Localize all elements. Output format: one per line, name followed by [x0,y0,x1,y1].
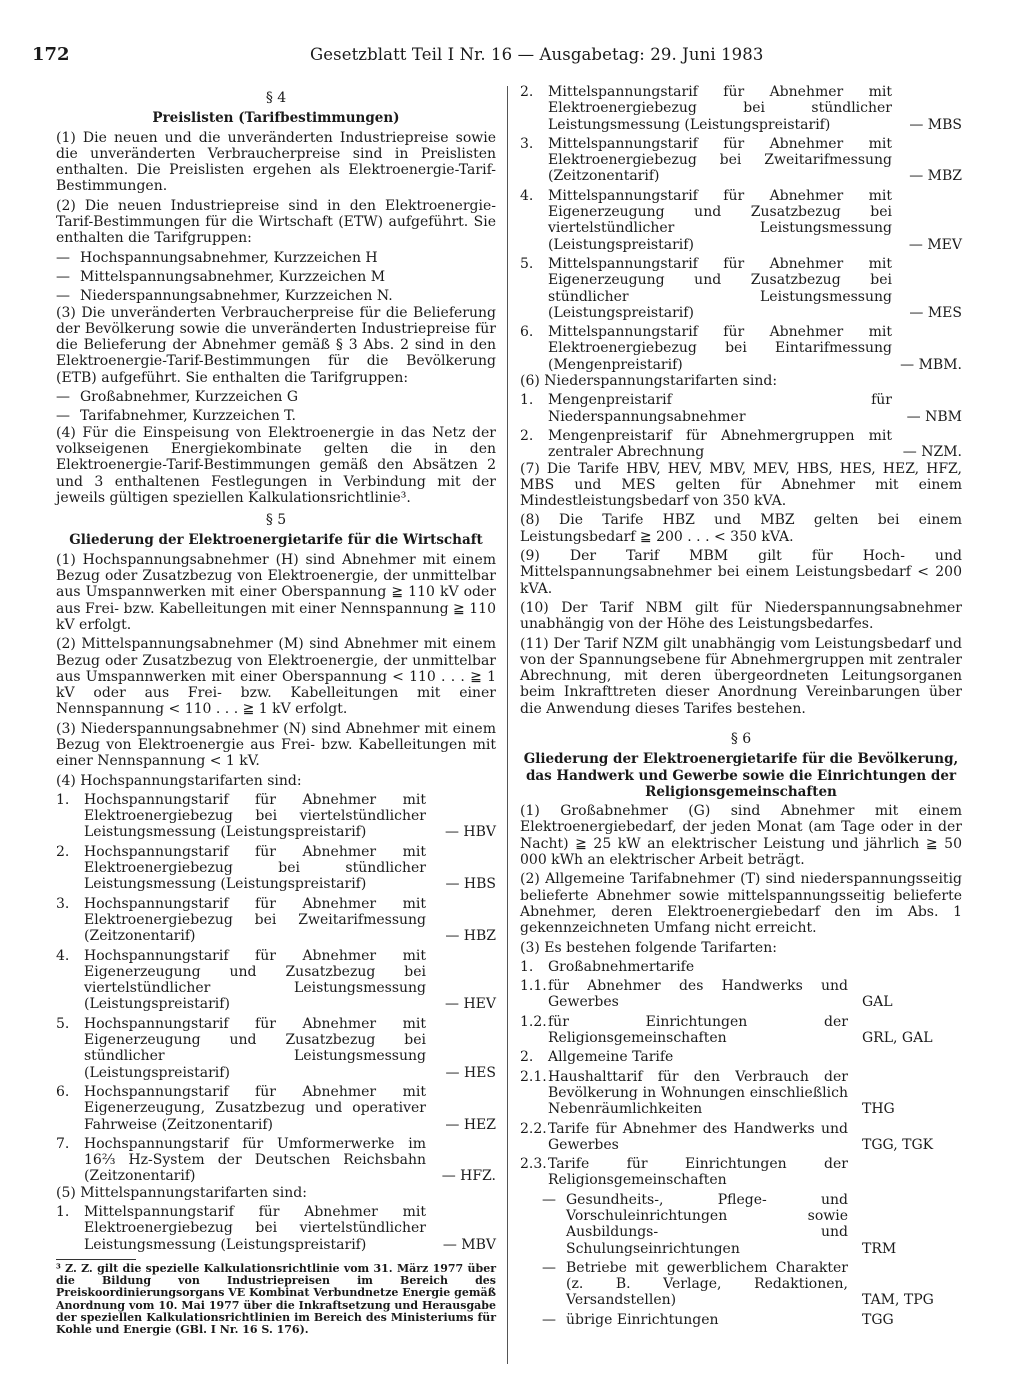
list-item-text: Tarifabnehmer, Kurzzeichen T. [80,408,296,425]
list-item-text: Großabnehmer, Kurzzeichen G [80,389,299,406]
ms-tariff-list [520,84,962,373]
tariff-code: — MBM. [900,356,962,373]
left-column [56,84,496,1337]
tariff-type-item: 2. Allgemeine Tarife [520,1049,674,1066]
tariff-type-item: 1.1. für Abnehmer des Handwerks und Gewerbes GAL [520,978,962,1011]
list-item: — Mittelspannungsabnehmer, Kurzzeichen M [56,269,496,285]
tariff-item: 4. Mittelspannungstarif für Abnehmer mit Eigenerzeugung und Zusatzbezug bei viertelstündlicher Leistungsmessung (Leistungspreistarif) — MEV [520,187,962,253]
paragraph: (1) Hochspannungsabnehmer (H) sind Abnehmer mit einem Bezug oder Zusatzbezug von Elektroenergie, der unmittelbar aus Umspannwerken mit einer Oberspannung ≧ 110 kV oder aus Frei- bzw. Kabelleitungen mit einer Nennspannung ≧ 110 kV erfolgt. [56,551,496,633]
paragraph: (2) Allgemeine Tarifabnehmer (T) sind niederspannungsseitig belieferte Abnehmer sowie mittelspannungsseitig belieferte Abnehmer, deren Elektroenergiebedarf den im Abs. 1 gekennzeichneten Umfang nicht erreicht. [520,871,962,937]
tariff-code: — HFZ. [441,1168,496,1185]
paragraph: (7) Die Tarife HBV, HEV, MBV, MEV, HBS, HES, HEZ, HFZ, MBS und MES gelten für Abnehmer mit einem Mindestleistungsbedarf von 350 kVA. [520,460,962,510]
paragraph: (3) Die unveränderten Verbraucherpreise für die Belieferung der Bevölkerung sowie die unveränderten Industriepreise für die Belieferung der Abnehmer gemäß § 3 Abs. 2 sind in den Elektroenergie-Tarif-Bestimmungen für die Bevölkerung (ETB) aufgeführt. Sie enthalten die Tarifgruppen: [56,304,496,386]
tariff-item: 2. Mengenpreistarif für Abnehmergruppen mit zentraler Abrechnung — NZM. [520,427,962,461]
paragraph: (4) Hochspannungstarifarten sind: [56,772,302,789]
tariff-code: TGG [862,1311,894,1328]
tariff-item: 3. Mittelspannungstarif für Abnehmer mit Elektroenergiebezug bei Zweitarifmessung (Zeitzonentarif) — MBZ [520,135,962,185]
section-heading: § 4 [265,90,287,106]
tariff-item: 7. Hochspannungstarif für Umformerwerke im 16⅔ Hz-System der Deutschen Reichsbahn (Zeitzonentarif) — HFZ. [56,1135,496,1185]
list-item-text: Hochspannungsabnehmer, Kurzzeichen H [80,249,378,266]
tariff-code: — HBV [444,824,496,841]
paragraph: (9) Der Tarif MBM gilt für Hoch- und Mittelspannungsabnehmer bei einem Leistungsbedarf < 200 kVA. [520,548,962,597]
paragraph: (4) Für die Einspeisung von Elektroenergie in das Netz der volkseigenen Energiekombinate gelten die in den Elektroenergie-Tarif-Bestimmungen gemäß den Absätzen 2 und 3 enthaltenen Festlegungen in Verbindung mit der jeweils gültigen speziellen Kalkulationsrichtlinie³. [56,424,496,506]
paragraph: (3) Niederspannungsabnehmer (N) sind Abnehmer mit einem Bezug von Elektroenergie aus Frei- bzw. Kabelleitungen mit einer Nennspannung < 1 kV. [56,720,496,770]
tariff-subitem: — übrige Einrichtungen TGG [520,1312,962,1328]
tariff-code: GAL [862,994,893,1011]
tariff-type-item: 2.2. Tarife für Abnehmer des Handwerks und Gewerbes TGG, TGK [520,1121,962,1154]
tariff-item: 4. Hochspannungstarif für Abnehmer mit Eigenerzeugung und Zusatzbezug bei viertelstündlicher Leistungsmessung (Leistungspreistarif) — HEV [56,947,496,1013]
footnote: ³ Z. Z. gilt die spezielle Kalkulationsrichtlinie vom 31. März 1977 über die Bildung von Industriepreisen im Bereich des Preiskoordinierungsorgans VE Kombinat Verbundnetze Energie gemäß Anordnung vom 10. Mai 1977 über die Inkraftsetzung und Herausgabe der speziellen Kalkulationsrichtlinien im Bereich des Ministeriums für Kohle und Energie (GBl. I Nr. 16 S. 176). [56,1261,496,1337]
tariff-type-item: 1. Großabnehmertarife [520,958,695,975]
tariff-code: THG [862,1101,895,1118]
tariff-code: GRL, GAL [862,1030,933,1047]
paragraph: (11) Der Tarif NZM gilt unabhängig vom Leistungsbedarf und von der Spannungsebene für Abnehmergruppen mit zentraler Abrechnung, mit deren übergeordneten Leitungsorganen beim Inkrafttreten dieser Anordnung Vereinbarungen über die Anwendung dieses Tarifes bestehen. [520,635,962,717]
tariff-code: TRM [862,1240,897,1257]
paragraph: (10) Der Tarif NBM gilt für Niederspannungsabnehmer unabhängig von der Höhe des Leistungsbedarfes. [520,599,962,633]
paragraph: (6) Niederspannungstarifarten sind: [520,373,778,390]
section-title: Gliederung der Elektroenergietarife für die Bevölkerung, das Handwerk und Gewerbe sowie die Einrichtungen der Religionsgemeinschaften [523,751,959,800]
paragraph: (8) Die Tarife HBZ und MBZ gelten bei einem Leistungsbedarf ≧ 200 . . . < 350 kVA. [520,512,962,545]
tariff-code: — MEV [908,236,962,253]
tariff-item: 2. Mittelspannungstarif für Abnehmer mit Elektroenergiebezug bei stündlicher Leistungsmessung (Leistungspreistarif) — MBS [520,84,962,133]
paragraph: (1) Großabnehmer (G) sind Abnehmer mit einem Elektroenergiebedarf, der jeden Monat (am Tage oder in der Nacht) ≧ 25 kW an elektrischer Leistung und jährlich ≧ 50 000 kWh an elektrischer Arbeit beträgt. [520,803,962,869]
tariff-type-item: 1.2. für Einrichtungen der Religionsgemeinschaften GRL, GAL [520,1014,962,1047]
list-item-text: Niederspannungsabnehmer, Kurzzeichen N. [80,288,393,305]
tariff-item: 6. Mittelspannungstarif für Abnehmer mit Elektroenergiebezug bei Eintarifmessung (Mengenpreistarif) — MBM. [520,324,962,373]
tariff-code: TGG, TGK [862,1136,934,1153]
tariff-code: — NZM. [902,444,962,461]
tariff-code: — HES [445,1064,496,1081]
tariff-code: — NBM [906,408,962,425]
tariff-item: 1. Hochspannungstarif für Abnehmer mit Elektroenergiebezug bei viertelstündlicher Leistungsmessung (Leistungspreistarif) — HBV [56,791,496,841]
tariff-item: 3. Hochspannungstarif für Abnehmer mit Elektroenergiebezug bei Zweitarifmessung (Zeitzonentarif) — HBZ [56,895,496,945]
tariff-code: — MBZ [909,168,962,185]
tariff-code: — HBZ [445,928,496,945]
tariff-item: 1. Mittelspannungstarif für Abnehmer mit Elektroenergiebezug bei viertelstündlicher Leistungsmessung (Leistungspreistarif) — MBV [56,1204,496,1253]
tariff-subitem: — Gesundheits-, Pflege- und Vorschuleinrichtungen sowie Ausbildungs- und Schulungseinrichtungen TRM [520,1192,962,1257]
tariff-item: 5. Hochspannungstarif für Abnehmer mit Eigenerzeugung und Zusatzbezug bei stündlicher Leistungsmessung (Leistungspreistarif) — HES [56,1015,496,1081]
right-column [520,84,962,1328]
section-title: Preislisten (Tarifbestimmungen) [152,110,400,127]
tariff-item: 2. Hochspannungstarif für Abnehmer mit Elektroenergiebezug bei stündlicher Leistungsmessung (Leistungspreistarif) — HBS [56,843,496,893]
paragraph: (5) Mittelspannungstarifarten sind: [56,1184,307,1201]
paragraph: (2) Mittelspannungsabnehmer (M) sind Abnehmer mit einem Bezug oder Zusatzbezug von Elektroenergie, der unmittelbar aus Umspannwerken mit einer Oberspannung < 110 . . . ≧ 1 kV oder aus Frei- bzw. Kabelleitungen mit einer Nennspannung < 110 . . . ≧ 1 kV erfolgt. [56,636,496,718]
hs-tariff-list [56,792,496,1185]
tariff-code: TAM, TPG [862,1292,934,1309]
tariff-code: — HEV [445,996,496,1013]
tariff-code: — MES [909,304,962,321]
column-divider [507,86,508,1364]
tariff-type-item: 2.3. Tarife für Einrichtungen der Religionsgemeinschaften [520,1156,848,1189]
tariff-item: 5. Mittelspannungstarif für Abnehmer mit Eigenerzeugung und Zusatzbezug bei stündlicher Leistungsmessung (Leistungspreistarif) — MES [520,255,962,321]
tariff-code: — MBV [442,1236,496,1253]
page-number: 172 [32,44,70,65]
list-item: — Hochspannungsabnehmer, Kurzzeichen H [56,250,496,266]
list-item: — Tarifabnehmer, Kurzzeichen T. [56,408,496,424]
list-item-text: Mittelspannungsabnehmer, Kurzzeichen M [80,268,386,285]
section-heading: § 6 [730,730,752,747]
tariff-code: — MBS [909,116,962,133]
paragraph: (3) Es bestehen folgende Tarifarten: [520,939,777,956]
tariff-type-list [520,959,962,1328]
paragraph: (2) Die neuen Industriepreise sind in den Elektroenergie-Tarif-Bestimmungen für die Wirtschaft (ETW) aufgeführt. Sie enthalten die Tarifgruppen: [56,197,496,247]
tariff-code: — HBS [445,876,496,893]
tariff-code: — HEZ [445,1116,496,1133]
section-heading: § 5 [265,512,287,529]
footnote-rule [56,1259,136,1260]
tariff-item: 6. Hochspannungstarif für Abnehmer mit Eigenerzeugung, Zusatzbezug und operativer Fahrweise (Zeitzonentarif) — HEZ [56,1083,496,1133]
tariff-subitem: — Betriebe mit gewerblichem Charakter (z. B. Verlage, Redaktionen, Versandstellen) TAM, TPG [520,1260,962,1309]
tariff-item: 1. Mengenpreistarif für Niederspannungsabnehmer — NBM [520,392,962,425]
paragraph: (1) Die neuen und die unveränderten Industriepreise sowie die unveränderten Verbraucherpreise sind in Preislisten enthalten. Die Preislisten ergehen als Elektroenergie-Tarif-Bestimmungen. [56,129,496,195]
section-title: Gliederung der Elektroenergietarife für die Wirtschaft [69,532,483,549]
list-item: — Großabnehmer, Kurzzeichen G [56,389,496,405]
list-item: — Niederspannungsabnehmer, Kurzzeichen N. [56,288,496,304]
running-title: Gesetzblatt Teil I Nr. 16 — Ausgabetag: 29. Juni 1983 [310,45,764,64]
page-header [32,44,960,68]
tariff-type-item: 2.1. Haushalttarif für den Verbrauch der Bevölkerung in Wohnungen einschließlich Nebenräumlichkeiten THG [520,1069,962,1118]
